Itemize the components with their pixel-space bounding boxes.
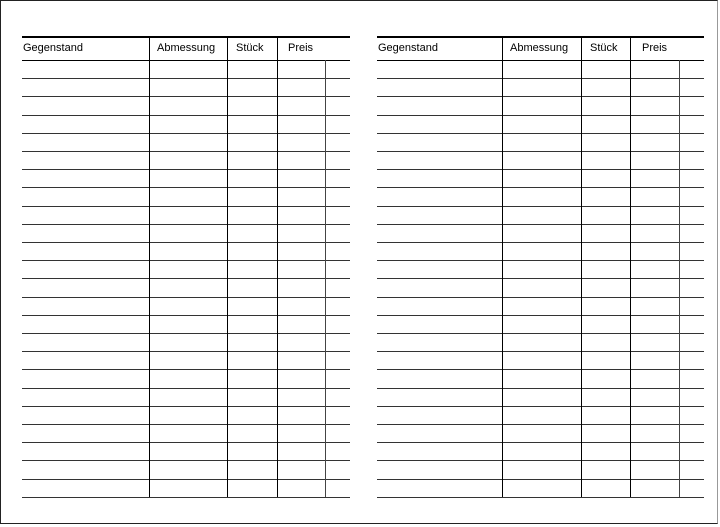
header-stueck: Stück <box>236 42 264 54</box>
header-abmessung: Abmessung <box>157 42 216 54</box>
header-gegenstand: Gegenstand <box>378 42 438 54</box>
row-rule <box>22 278 350 279</box>
row-rule <box>22 497 350 498</box>
column-rule <box>227 36 228 497</box>
row-rule <box>377 388 704 389</box>
row-rule <box>22 406 350 407</box>
row-rule <box>22 242 350 243</box>
row-rule <box>377 297 704 298</box>
row-rule <box>22 388 350 389</box>
column-rule <box>149 36 150 497</box>
column-rule <box>630 36 631 497</box>
inventory-table-right <box>377 36 704 498</box>
row-rule <box>377 424 704 425</box>
header-preis: Preis <box>642 42 668 54</box>
row-rule <box>377 206 704 207</box>
row-rule <box>377 497 704 498</box>
row-rule <box>377 242 704 243</box>
row-rule <box>377 133 704 134</box>
header-gegenstand: Gegenstand <box>23 42 83 54</box>
row-rule <box>377 333 704 334</box>
row-rule <box>377 406 704 407</box>
row-rule <box>22 96 350 97</box>
table-top-rule <box>22 36 350 38</box>
row-rule <box>22 460 350 461</box>
row-rule <box>22 442 350 443</box>
row-rule <box>22 369 350 370</box>
table-top-rule <box>377 36 704 38</box>
row-rule <box>22 260 350 261</box>
header-bottom-rule <box>377 60 704 61</box>
row-rule <box>22 169 350 170</box>
inventory-table-left <box>22 36 350 498</box>
row-rule <box>377 78 704 79</box>
row-rule <box>377 460 704 461</box>
row-rule <box>377 278 704 279</box>
column-rule <box>502 36 503 497</box>
row-rule <box>377 351 704 352</box>
row-rule <box>22 224 350 225</box>
row-rule <box>377 260 704 261</box>
row-rule <box>377 115 704 116</box>
row-rule <box>377 442 704 443</box>
row-rule <box>377 315 704 316</box>
price-split-rule <box>679 60 680 497</box>
header-bottom-rule <box>22 60 350 61</box>
row-rule <box>22 297 350 298</box>
column-rule <box>581 36 582 497</box>
price-split-rule <box>325 60 326 497</box>
row-rule <box>22 479 350 480</box>
row-rule <box>22 115 350 116</box>
row-rule <box>22 424 350 425</box>
row-rule <box>22 206 350 207</box>
row-rule <box>22 133 350 134</box>
row-rule <box>377 169 704 170</box>
row-rule <box>377 151 704 152</box>
row-rule <box>22 351 350 352</box>
header-preis: Preis <box>288 42 314 54</box>
row-rule <box>377 96 704 97</box>
header-abmessung: Abmessung <box>510 42 569 54</box>
row-rule <box>377 369 704 370</box>
row-rule <box>22 78 350 79</box>
row-rule <box>377 479 704 480</box>
row-rule <box>22 315 350 316</box>
row-rule <box>22 151 350 152</box>
column-rule <box>277 36 278 497</box>
row-rule <box>377 224 704 225</box>
row-rule <box>377 187 704 188</box>
row-rule <box>22 187 350 188</box>
row-rule <box>22 333 350 334</box>
header-stueck: Stück <box>590 42 618 54</box>
